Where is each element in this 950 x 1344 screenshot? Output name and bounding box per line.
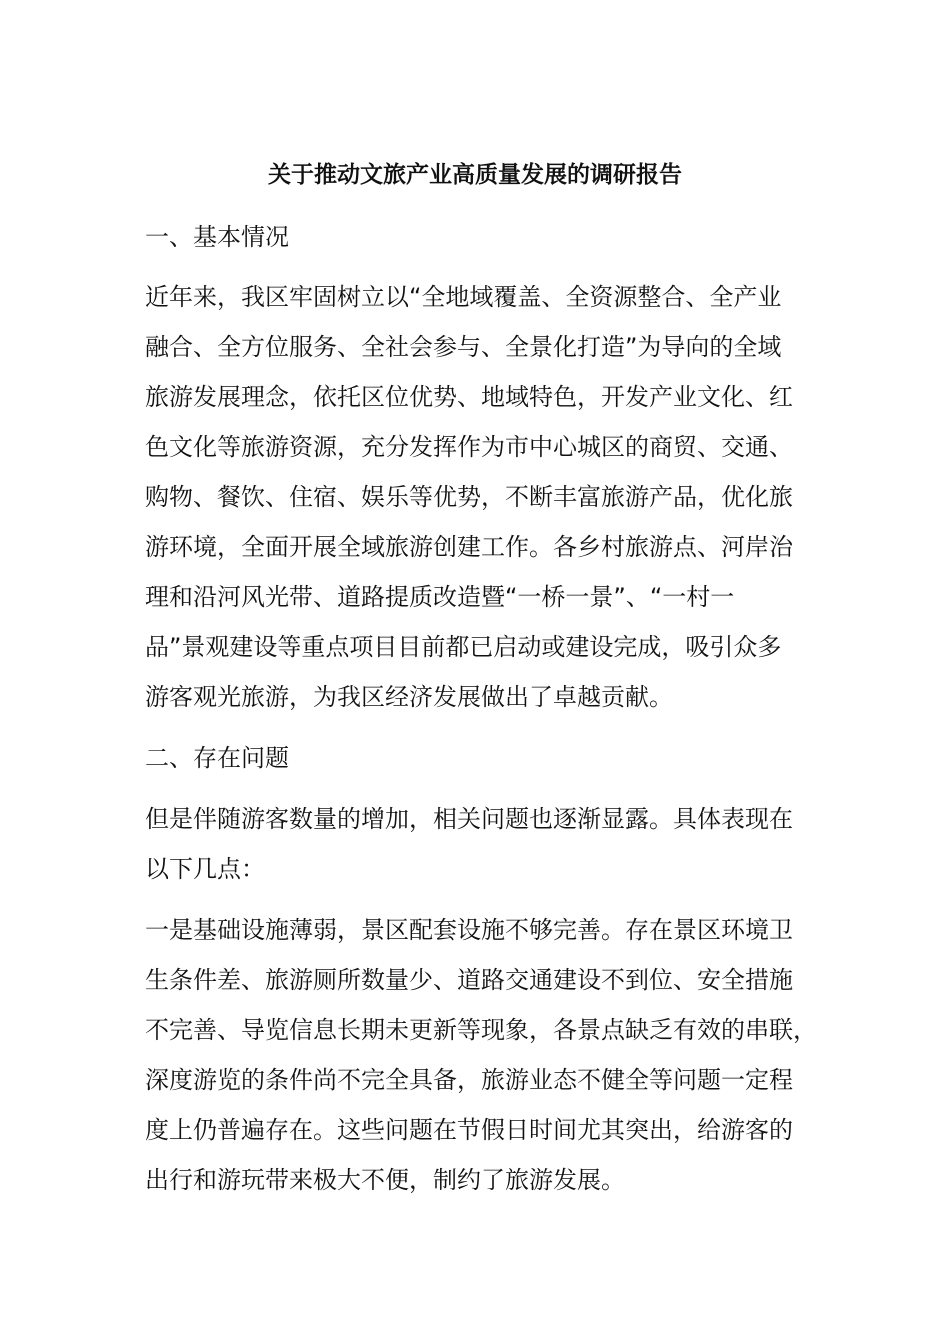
paragraph-line: 以下几点： [145, 855, 265, 883]
paragraph-line: 游环境，全面开展全域旅游创建工作。各乡村旅游点、河岸治 [145, 533, 793, 561]
paragraph-line: 生条件差、旅游厕所数量少、道路交通建设不到位、安全措施 [145, 966, 793, 994]
paragraph-line: 品”景观建设等重点项目目前都已启动或建设完成，吸引众多 [145, 633, 782, 661]
paragraph-line: 融合、全方位服务、全社会参与、全景化打造”为导向的全域 [145, 333, 782, 361]
paragraph-line: 近年来，我区牢固树立以“全地域覆盖、全资源整合、全产业 [145, 283, 782, 311]
paragraph-line: 旅游发展理念，依托区位优势、地域特色，开发产业文化、红 [145, 383, 793, 411]
paragraph-line: 但是伴随游客数量的增加，相关问题也逐渐显露。具体表现在 [145, 805, 793, 833]
section-heading-basic-situation: 一、基本情况 [145, 223, 289, 251]
section-heading-existing-problems: 二、存在问题 [145, 744, 289, 772]
paragraph-problem-point-1 [145, 905, 817, 1205]
paragraph-line: 出行和游玩带来极大不便，制约了旅游发展。 [145, 1166, 625, 1194]
paragraph-line: 游客观光旅游，为我区经济发展做出了卓越贡献。 [145, 683, 673, 711]
document-title: 关于推动文旅产业高质量发展的调研报告 [268, 162, 682, 188]
paragraph-basic-situation [145, 272, 805, 722]
paragraph-problems-intro [145, 794, 805, 894]
paragraph-line: 不完善、导览信息长期未更新等现象，各景点缺乏有效的串联， [145, 1016, 817, 1044]
paragraph-line: 购物、餐饮、住宿、娱乐等优势，不断丰富旅游产品，优化旅 [145, 483, 793, 511]
paragraph-line: 度上仍普遍存在。这些问题在节假日时间尤其突出，给游客的 [145, 1116, 793, 1144]
paragraph-line: 一是基础设施薄弱，景区配套设施不够完善。存在景区环境卫 [145, 916, 793, 944]
paragraph-line: 理和沿河风光带、道路提质改造暨“一桥一景”、“一村一 [145, 583, 735, 611]
paragraph-line: 色文化等旅游资源，充分发挥作为市中心城区的商贸、交通、 [145, 433, 793, 461]
paragraph-line: 深度游览的条件尚不完全具备，旅游业态不健全等问题一定程 [145, 1066, 793, 1094]
